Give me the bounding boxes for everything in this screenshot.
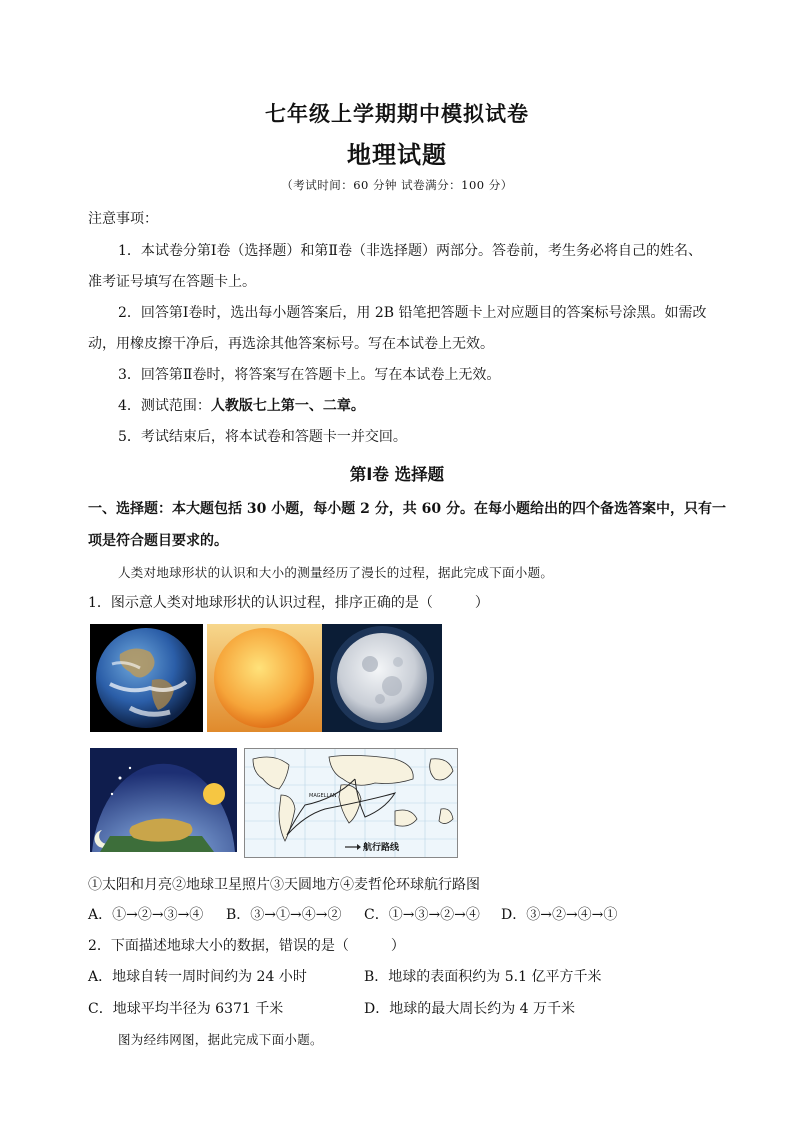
- note-item-4-prefix: 4．测试范围：: [118, 398, 211, 414]
- map-magellan-label: MAGELLAN: [309, 793, 337, 799]
- exam-title: 七年级上学期期中模拟试卷: [265, 102, 529, 126]
- map-legend-label: 航行路线: [363, 843, 400, 853]
- q1-option-c: C．①→③→②→④: [364, 907, 480, 923]
- magellan-route-map-image: [244, 748, 458, 858]
- q1-option-d: D．③→②→④→①: [501, 907, 618, 923]
- question-2-stem: 2．下面描述地球大小的数据，错误的是（ ）: [88, 938, 405, 954]
- sun-image: [207, 624, 322, 732]
- section-title: 第Ⅰ卷 选择题: [349, 465, 445, 484]
- exam-subject-title: 地理试题: [347, 141, 447, 169]
- question-group-intro-2: 图为经纬网图，据此完成下面小题。: [118, 1032, 323, 1047]
- q1-option-b: B．③→①→④→②: [226, 907, 342, 923]
- note-item-5: 5．考试结束后，将本试卷和答题卡一并交回。: [118, 429, 407, 445]
- section-instruction-b: 项是符合题目要求的。: [88, 533, 228, 549]
- moon-image: [322, 624, 442, 732]
- q2-option-c: C．地球平均半径为 6371 千米: [88, 1001, 284, 1017]
- note-item-4-scope: 人教版七上第一、二章。: [210, 398, 365, 414]
- section-instruction-a: 一、选择题：本大题包括 30 小题，每小题 2 分，共 60 分。在每小题给出的四个备选答案中，只有一: [88, 501, 726, 517]
- question-1-caption: ①太阳和月亮②地球卫星照片③天圆地方④麦哲伦环球航行路图: [88, 877, 480, 893]
- note-item-2b: 动，用橡皮擦干净后，再选涂其他答案标号。写在本试卷上无效。: [88, 336, 494, 352]
- earth-photo-image: [90, 624, 203, 732]
- notes-heading: 注意事项：: [88, 211, 158, 227]
- note-item-1a: 1．本试卷分第Ⅰ卷（选择题）和第Ⅱ卷（非选择题）两部分。答卷前，考生务必将自己的姓名、: [118, 243, 702, 259]
- note-item-3: 3．回答第Ⅱ卷时，将答案写在答题卡上。写在本试卷上无效。: [118, 367, 501, 383]
- heaven-round-earth-square-image: [90, 748, 237, 852]
- q2-option-a: A．地球自转一周时间约为 24 小时: [88, 969, 307, 985]
- exam-info: （考试时间：60 分钟 试卷满分：100 分）: [281, 178, 513, 192]
- q2-option-d: D．地球的最大周长约为 4 万千米: [364, 1001, 576, 1017]
- question-group-intro: 人类对地球形状的认识和大小的测量经历了漫长的过程，据此完成下面小题。: [118, 565, 554, 580]
- q1-option-a: A．①→②→③→④: [88, 907, 204, 923]
- question-1-stem: 1．图示意人类对地球形状的认识过程，排序正确的是（ ）: [88, 595, 489, 611]
- note-item-2a: 2．回答第Ⅰ卷时，选出每小题答案后，用 2B 铅笔把答题卡上对应题目的答案标号涂黑。如需改: [118, 305, 707, 321]
- note-item-4: [118, 395, 365, 415]
- q2-option-b: B．地球的表面积约为 5.1 亿平方千米: [364, 969, 602, 985]
- note-item-1b: 准考证号填写在答题卡上。: [88, 274, 256, 290]
